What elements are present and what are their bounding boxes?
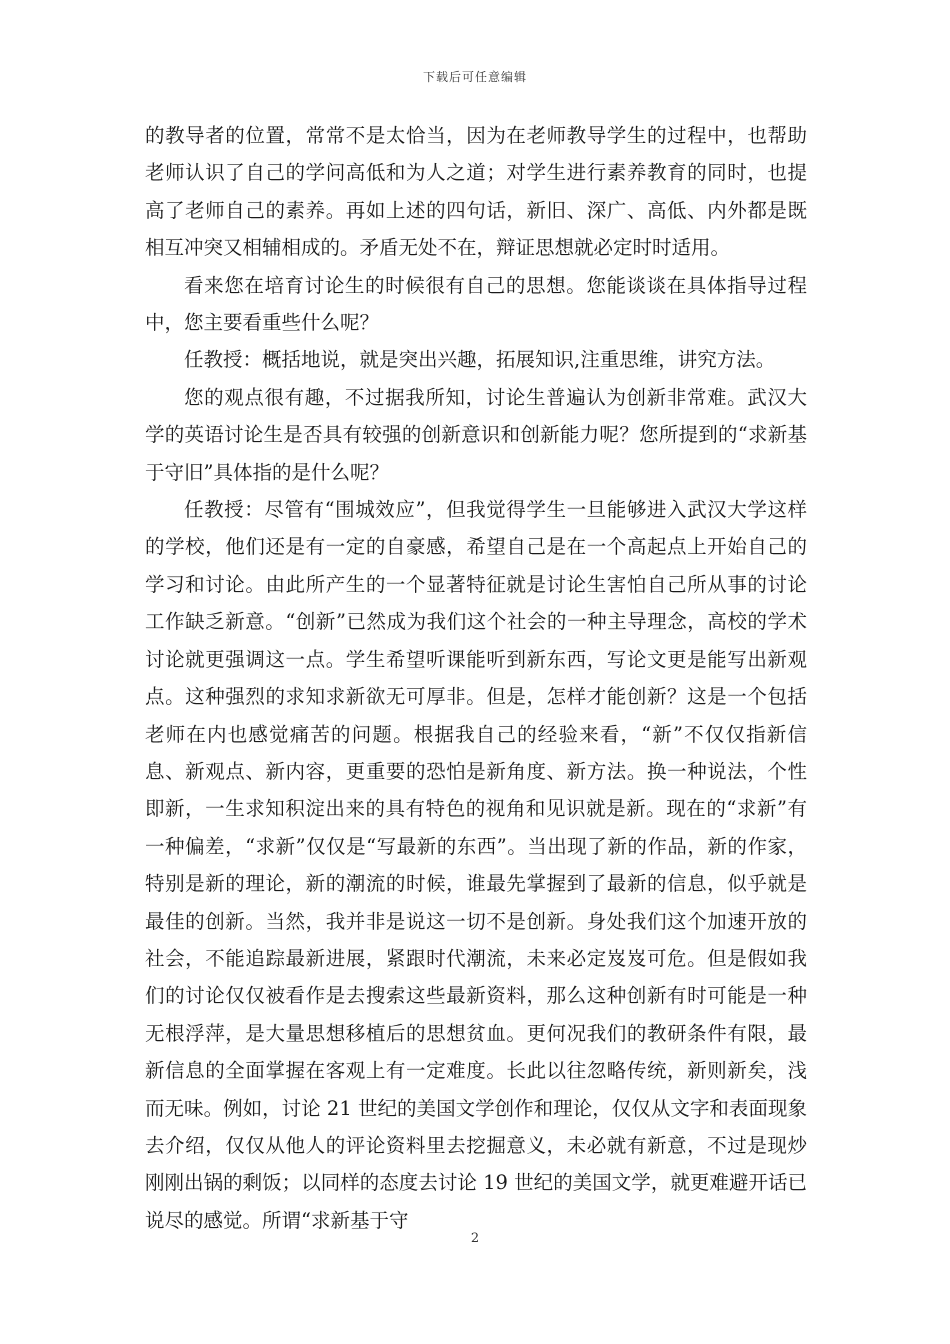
paragraph-answer-2: 任教授：尽管有“围城效应”，但我觉得学生一旦能够进入武汉大学这样的学校，他们还是有一定的自豪感，希望自己是在一个高起点上开始自己的学习和讨论。由此所产生的一个显著特征就是讨论生害怕自己所从事的讨论工作缺乏新意。“创新”已然成为我们这个社会的一种主导理念，高校的学术讨论就更强调这一点。学生希望听课能听到新东西，写论文更是能写出新观点。这种强烈的求知求新欲无可厚非。但是，怎样才能创新？这是一个包括老师在内也感觉痛苦的问题。根据我自己的经验来看，“新”不仅仅指新信息、新观点、新内容，更重要的恐怕是新角度、新方法。换一种说法，个性即新，一生求知积淀出来的具有特色的视角和见识就是新。现在的“求新”有一种偏差，“求新”仅仅是“写最新的东西”。当出现了新的作品，新的作家，特别是新的理论，新的潮流的时候，谁最先掌握到了最新的信息，似乎就是最佳的创新。当然，我并非是说这一切不是创新。身处我们这个加速开放的社会，不能追踪最新进展，紧跟时代潮流，未来必定岌岌可危。但是假如我们的讨论仅仅被看作是去搜索这些最新资料，那么这种创新有时可能是一种无根浮萍，是大量思想移植后的思想贫血。更何况我们的教研条件有限，最新信息的全面掌握在客观上有一定难度。长此以往忽略传统，新则新矣，浅而无味。例如，讨论 21 世纪的美国文学创作和理论，仅仅从文字和表面现象去介绍，仅仅从他人的评论资料里去挖掘意义，未必就有新意，不过是现炒刚刚出锅的剩饭；以同样的态度去讨论 19 世纪的美国文学，就更难避开话已说尽的感觉。所谓“求新基于守 xyxy=(145,498,807,1232)
page-number: 2 xyxy=(470,1231,480,1246)
paragraph-continuation: 的教导者的位置，常常不是太恰当，因为在老师教导学生的过程中，也帮助老师认识了自己的学问高低和为人之道；对学生进行素养教育的同时，也提高了老师自己的素养。再如上述的四句话，新旧、深广、高低、内外都是既相互冲突又相辅相成的。矛盾无处不在，辩证思想就必定时时适用。 xyxy=(145,124,807,260)
paragraph-answer-1: 任教授：概括地说，就是突出兴趣，拓展知识,注重思维，讲究方法。 xyxy=(184,348,776,372)
page-header: 下载后可任意编辑 xyxy=(422,70,527,84)
document-body xyxy=(145,117,807,1239)
paragraph-question-1: 看来您在培育讨论生的时候很有自己的思想。您能谈谈在具体指导过程中，您主要看重些什么呢？ xyxy=(145,273,807,335)
paragraph-question-2: 您的观点很有趣，不过据我所知，讨论生普遍认为创新非常难。武汉大学的英语讨论生是否具有较强的创新意识和创新能力呢？您所提到的“求新基于守旧”具体指的是什么呢？ xyxy=(145,385,807,484)
